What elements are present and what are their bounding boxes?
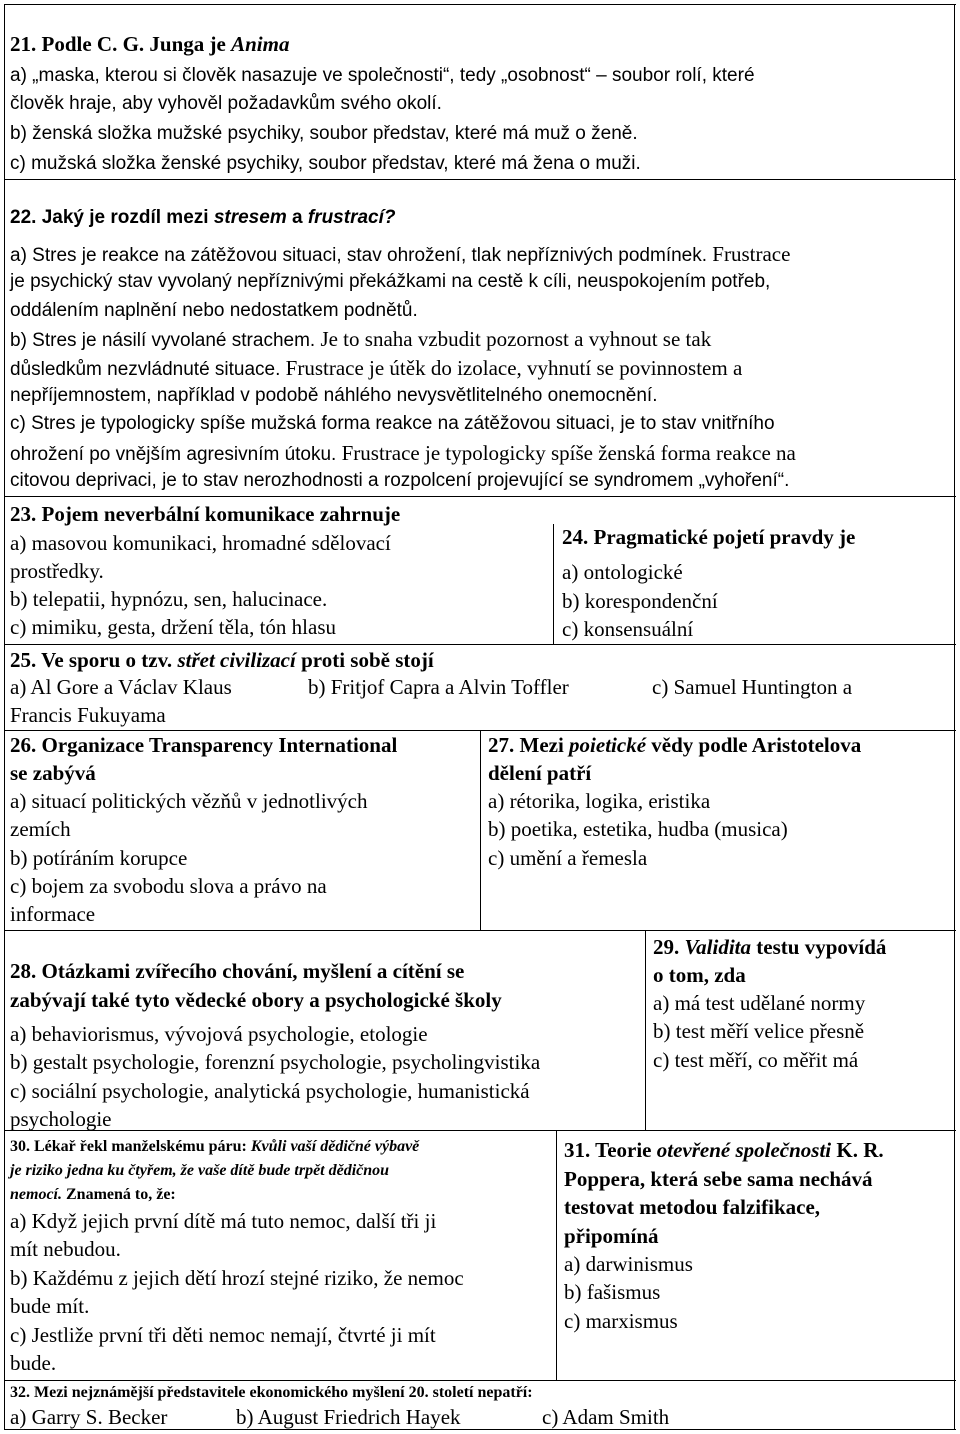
q26-title-cont: se zabývá: [10, 761, 96, 785]
q23-option-b: b) telepatii, hypnózu, sen, halucinace.: [10, 587, 328, 611]
q28-option-c-cont: psychologie: [10, 1107, 112, 1131]
q22-line-9: citovou deprivaci, je to stav nerozhodnosti a rozpolcení projevující se syndromem „vyhoření“.: [10, 470, 790, 491]
q31-option-a: a) darwinismus: [564, 1252, 693, 1276]
rule-right: [954, 4, 955, 1430]
q31-option-b: b) fašismus: [564, 1280, 661, 1304]
q32-title: 32. Mezi nejznámější představitele ekonomického myšlení 20. století nepatří:: [10, 1384, 533, 1401]
q23-title: 23. Pojem neverbální komunikace zahrnuje: [10, 502, 401, 526]
q24-option-b: b) korespondenční: [562, 589, 718, 613]
rule-30-31: [556, 1130, 557, 1380]
q30-option-c: c) Jestliže první tři děti nemoc nemají, čtvrté ji mít: [10, 1323, 436, 1347]
q30-option-c-cont: bude.: [10, 1351, 57, 1375]
q31-title-cont-1: Poppera, která sebe sama nechává: [564, 1167, 873, 1191]
q26-option-c: c) bojem za svobodu slova a právo na: [10, 874, 327, 898]
q21-title: 21. Podle C. G. Junga je Anima: [10, 32, 290, 56]
q22-line-3: oddálením naplnění nebo nedostatkem podnětů.: [10, 300, 418, 321]
q30-title-cont: je riziko jedna ku čtyřem, že vaše dítě bude trpět dědičnou: [10, 1162, 390, 1179]
q30-option-b: b) Každému z jejich dětí hrozí stejné riziko, že nemoc: [10, 1266, 464, 1290]
q28-option-a: a) behaviorismus, vývojová psychologie, etologie: [10, 1022, 428, 1046]
rule-22-23: [4, 496, 956, 497]
q22-line-8: ohrožení po vnějším agresivním útoku. Frustrace je typologicky spíše ženská forma reakce na: [10, 441, 796, 465]
q21-option-b: b) ženská složka mužské psychiky, soubor představ, které má muž o ženě.: [10, 123, 638, 144]
q21-option-a: a) „maska, kterou si člověk nasazuje ve společnosti“, tedy „osobnost“ – soubor rolí, které: [10, 65, 755, 86]
q22-line-6: nepříjemnostem, například v podobě náhlého nevysvětlitelného onemocnění.: [10, 385, 658, 406]
q27-option-a: a) rétorika, logika, eristika: [488, 789, 711, 813]
q28-option-c: c) sociální psychologie, analytická psychologie, humanistická: [10, 1079, 530, 1103]
q23-option-a: a) masovou komunikaci, hromadné sdělovací: [10, 531, 391, 555]
q29-option-b: b) test měří velice přesně: [653, 1019, 865, 1043]
q31-option-c: c) marxismus: [564, 1309, 678, 1333]
q30-option-b-cont: bude mít.: [10, 1294, 90, 1318]
q27-option-c: c) umění a řemesla: [488, 846, 648, 870]
rule-left: [4, 4, 5, 1430]
q21-option-c: c) mužská složka ženské psychiky, soubor představ, které má žena o muži.: [10, 153, 641, 174]
rule-23-25: [4, 644, 956, 645]
q29-option-c: c) test měří, co měřit má: [653, 1048, 859, 1072]
q28-title: 28. Otázkami zvířecího chování, myšlení a cítění se: [10, 959, 465, 983]
rule-28-29: [645, 930, 646, 1130]
q32-option-a: a) Garry S. Becker: [10, 1405, 168, 1429]
q21-option-a-cont: člověk hraje, aby vyhověl požadavkům svého okolí.: [10, 93, 442, 114]
rule-23-24: [553, 524, 554, 644]
q22-title: 22. Jaký je rozdíl mezi stresem a frustrací?: [10, 207, 396, 228]
q25-title: 25. Ve sporu o tzv. střet civilizací proti sobě stojí: [10, 648, 434, 672]
q28-title-cont: zabývají také tyto vědecké obory a psychologické školy: [10, 988, 502, 1012]
q26-option-a: a) situací politických vězňů v jednotlivých: [10, 789, 368, 813]
q30-title: 30. Lékař řekl manželskému páru: Kvůli vaší dědičné výbavě: [10, 1138, 420, 1155]
rule-26-27: [480, 730, 481, 930]
rule-28-30: [4, 1130, 956, 1131]
q31-title: 31. Teorie otevřené společnosti K. R.: [564, 1138, 884, 1162]
rule-26-28: [4, 930, 956, 931]
q23-option-a-cont: prostředky.: [10, 559, 104, 583]
q24-option-c: c) konsensuální: [562, 617, 694, 641]
q31-title-cont-2: testovat metodou falzifikace,: [564, 1195, 821, 1219]
rule-21-22: [4, 179, 956, 180]
q27-title: 27. Mezi poietické vědy podle Aristotelova: [488, 733, 862, 757]
q26-option-c-cont: informace: [10, 902, 96, 926]
q24-title: 24. Pragmatické pojetí pravdy je: [562, 525, 856, 549]
q25-option-b: b) Fritjof Capra a Alvin Toffler: [308, 675, 569, 699]
q22-line-1: a) Stres je reakce na zátěžovou situaci, stav ohrožení, tlak nepříznivých podmínek. Frustrace: [10, 242, 791, 266]
q28-option-b: b) gestalt psychologie, forenzní psychologie, psycholingvistika: [10, 1050, 541, 1074]
q29-option-a: a) má test udělané normy: [653, 991, 866, 1015]
q32-option-c: c) Adam Smith: [542, 1405, 670, 1429]
q27-option-b: b) poetika, estetika, hudba (musica): [488, 817, 788, 841]
q23-option-c: c) mimiku, gesta, držení těla, tón hlasu: [10, 615, 336, 639]
q24-option-a: a) ontologické: [562, 560, 683, 584]
q26-title: 26. Organizace Transparency International: [10, 733, 398, 757]
q26-option-a-cont: zemích: [10, 817, 71, 841]
q22-line-5: důsledkům nezvládnuté situace. Frustrace je útěk do izolace, vyhnutí se povinnostem a: [10, 356, 743, 380]
q22-line-4: b) Stres je násilí vyvolané strachem. Je to snaha vzbudit pozornost a vyhnout se tak: [10, 327, 712, 351]
q30-title-end: nemocí. Znamená to, že:: [10, 1186, 176, 1203]
rule-top: [4, 4, 956, 5]
q30-option-a-cont: mít nebudou.: [10, 1237, 121, 1261]
q30-option-a: a) Když jejich první dítě má tuto nemoc, další tři ji: [10, 1209, 437, 1233]
q29-title-cont: o tom, zda: [653, 963, 746, 987]
q22-line-7: c) Stres je typologicky spíše mužská forma reakce na zátěžovou situaci, je to stav vnitřního: [10, 413, 775, 434]
q26-option-b: b) potíráním korupce: [10, 846, 188, 870]
q22-line-2: je psychický stav vyvolaný nepříznivými překážkami na cestě k cíli, neuspokojením potřeb,: [10, 271, 771, 292]
q25-option-a: a) Al Gore a Václav Klaus: [10, 675, 232, 699]
q32-option-b: b) August Friedrich Hayek: [236, 1405, 461, 1429]
q25-option-c-cont: Francis Fukuyama: [10, 703, 166, 727]
q25-option-c: c) Samuel Huntington a: [652, 675, 853, 699]
q31-title-cont-3: připomíná: [564, 1224, 659, 1248]
q27-title-cont: dělení patří: [488, 761, 592, 785]
q29-title: 29. Validita testu vypovídá: [653, 935, 887, 959]
